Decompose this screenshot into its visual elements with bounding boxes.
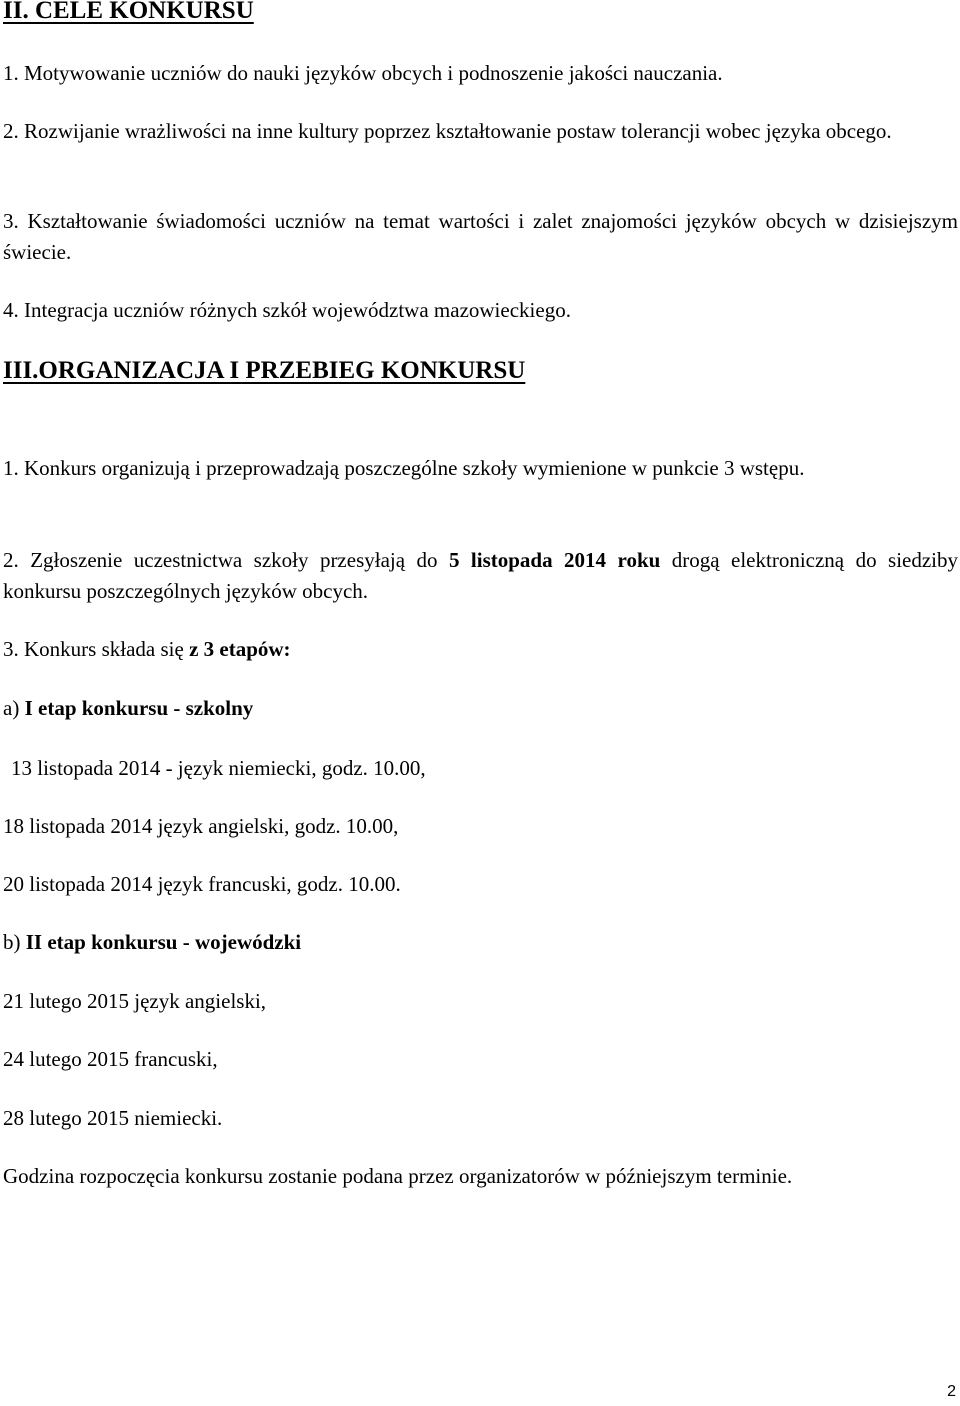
stage-a-date-3: 20 listopada 2014 język francuski, godz. 10.00.	[3, 872, 401, 896]
stage-count: z 3 etapów:	[189, 637, 291, 661]
organization-item-1: 1. Konkurs organizują i przeprowadzają poszczególne szkoły wymienione w punkcie 3 wstępu.	[3, 456, 805, 480]
page-number: 2	[947, 1383, 956, 1400]
stage-b-heading	[3, 927, 958, 958]
organization-item-2	[3, 545, 958, 607]
stage-b-date-3: 28 lutego 2015 niemiecki.	[3, 1106, 223, 1130]
section-heading-cele: II. CELE KONKURSU	[3, 0, 254, 24]
section-heading-organizacja: III.ORGANIZACJA I PRZEBIEG KONKURSU	[3, 357, 526, 384]
start-time-note: Godzina rozpoczęcia konkursu zostanie podana przez organizatorów w późniejszym terminie.	[3, 1164, 793, 1188]
stage-a-prefix: a)	[3, 696, 25, 720]
stage-b-date-1: 21 lutego 2015 język angielski,	[3, 989, 267, 1013]
stage-a-date-1: 13 listopada 2014 - język niemiecki, godz. 10.00,	[11, 756, 426, 780]
stage-a-heading	[3, 693, 958, 724]
item-2-text-start: 2. Zgłoszenie uczestnictwa szkoły przesyłają do	[3, 548, 449, 572]
organization-item-3	[3, 634, 958, 665]
stage-b-prefix: b)	[3, 930, 26, 954]
goal-3: 3. Kształtowanie świadomości uczniów na temat wartości i zalet znajomości języków obcych w dzisiejszym świecie.	[3, 209, 958, 264]
registration-deadline: 5 listopada 2014 roku	[448, 548, 661, 572]
goal-4: 4. Integracja uczniów różnych szkół województwa mazowieckiego.	[3, 298, 571, 322]
goal-2: 2. Rozwijanie wrażliwości na inne kultury poprzez kształtowanie postaw tolerancji wobec języka obcego.	[3, 119, 892, 143]
stage-a-date-2: 18 listopada 2014 język angielski, godz. 10.00,	[3, 814, 399, 838]
goal-1: 1. Motywowanie uczniów do nauki języków obcych i podnoszenie jakości nauczania.	[3, 61, 723, 85]
stage-a-title: I etap konkursu - szkolny	[24, 696, 254, 720]
stage-b-date-2: 24 lutego 2015 francuski,	[3, 1047, 218, 1071]
stage-b-title: II etap konkursu - wojewódzki	[25, 930, 302, 954]
item-3-text: 3. Konkurs składa się	[3, 637, 190, 661]
item-2-text-end: drogą elektroniczną do siedziby konkursu poszczególnych języków obcych.	[3, 548, 958, 603]
